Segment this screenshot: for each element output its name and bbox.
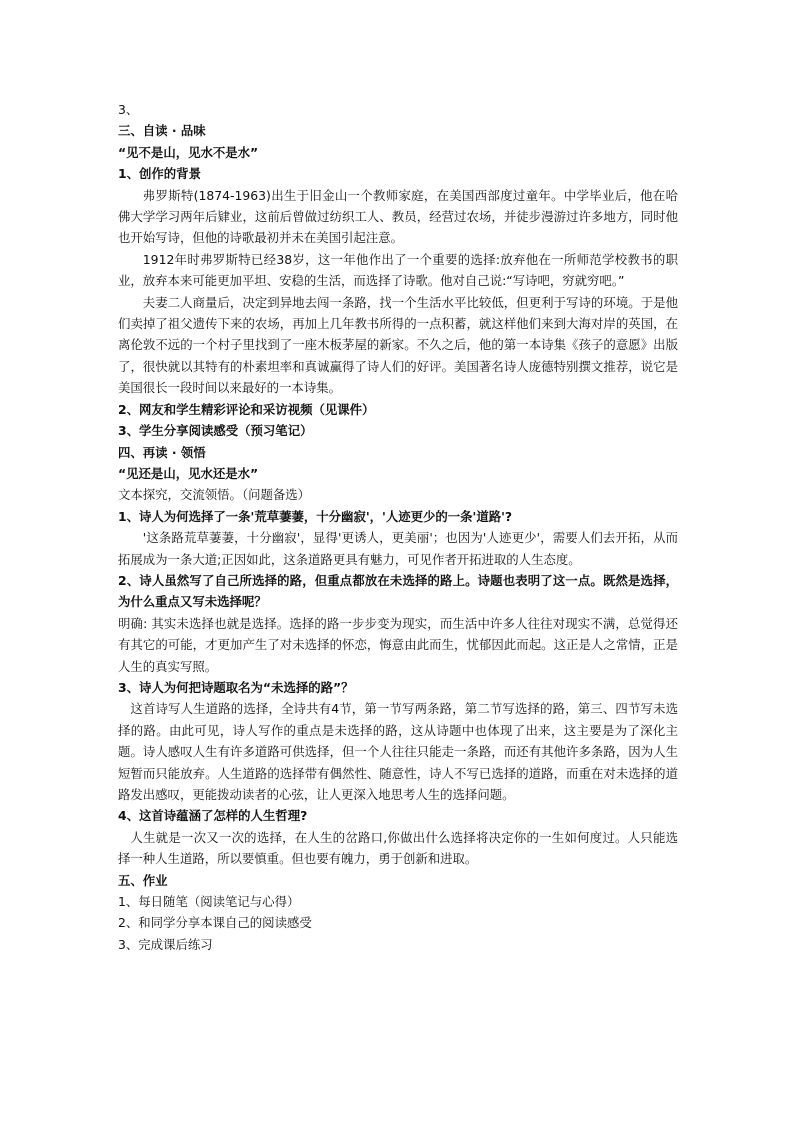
- question-2: 2、诗人虽然写了自己所选择的路，但重点都放在未选择的路上。诗题也表明了这一点。既然是选择，为什么重点又写未选择呢？: [118, 572, 678, 610]
- item-number: 3、: [118, 102, 139, 117]
- question-1: 1、诗人为何选择了一条'荒草萋萋，十分幽寂'，'人迹更少的一条'道路'?: [118, 508, 513, 524]
- answer-3: 这首诗写人生道路的选择，全诗共有4节，第一节写两条路，第二节写选择的路，第三、四节写未选择的路。由此可见，诗人写作的重点是未选择的路，这从诗题中也体现了出来，这主要是为了深化主题。诗人感叹人生有许多道路可供选择，但一个人往往只能走一条路，而还有其他许多条路，因为人生短暂而只能放弃。人生道路的选择带有偶然性、随意性，诗人不写已选择的道路，而重在对未选择的道路发出感叹，更能拨动读者的心弦，让人更深入地思考人生的选择问题。: [118, 701, 678, 802]
- section-heading-4: 四、再读 · 领悟: [118, 444, 206, 460]
- answer-4: 人生就是一次又一次的选择，在人生的岔路口,你做出什么选择将决定你的一生如何度过。人只能选择一种人生道路，所以要慎重。但也要有魄力，勇于创新和进取。: [118, 829, 678, 867]
- question-3: 3、诗人为何把诗题取名为“未选择的路”？: [118, 679, 354, 695]
- section-quote-3: “见不是山，见水不是水”: [118, 144, 259, 160]
- question-4: 4、这首诗蕴涵了怎样的人生哲理?: [118, 808, 308, 824]
- subheading-comments: 2、网友和学生精彩评论和采访视频（见课件）: [118, 401, 375, 417]
- answer-1: '这条路荒草萋萋，十分幽寂'，显得'更诱人，更美丽'；也因为'人迹更少'，需要人们去开拓，从而拓展成为一条大道;正因如此，这条道路更具有魅力，可见作者开拓进取的人生态度。: [118, 530, 678, 567]
- subheading-background: 1、创作的背景: [118, 166, 201, 182]
- document-page: [118, 99, 678, 955]
- answer-2: 明确: 其实未选择也就是选择。选择的路一步步变为现实，而生活中许多人往往对现实不满，总觉得还有其它的可能，才更加产生了对未选择的怀恋，悔意由此而生，忧郁因此而起。这正是人之常情，正是人生的真实写照。: [118, 615, 678, 674]
- subheading-sharing: 3、学生分享阅读感受（预习笔记）: [118, 423, 313, 439]
- homework-2: 2、和同学分享本课自己的阅读感受: [118, 915, 312, 931]
- background-paragraph-1: 弗罗斯特(1874-1963)出生于旧金山一个教师家庭，在美国西部度过童年。中学毕业后，他在哈佛大学学习两年后肄业，这前后曾做过纺织工人、教员，经营过农场，并徒步漫游过许多地方，同时他也开始写诗，但他的诗歌最初并未在美国引起注意。: [118, 187, 678, 246]
- section-heading-3: 三、自读 · 品味: [118, 123, 206, 139]
- section-note-4: 文本探究，交流领悟。（问题备选）: [118, 487, 311, 503]
- section-heading-5: 五、作业: [118, 872, 168, 888]
- background-paragraph-3: 夫妻二人商量后，决定到异地去闯一条路，找一个生活水平比较低，但更利于写诗的环境。于是他们卖掉了祖父遗传下来的农场，再加上几年教书所得的一点积蓄，就这样他们来到大海对岸的英国，在离伦敦不远的一个村子里找到了一座木板茅屋的新家。不久之后，他的第一本诗集《孩子的意愿》出版了，很快就以其特有的朴素坦率和真诚赢得了诗人们的好评。美国著名诗人庞德特别撰文推荐，说它是美国很长一段时间以来最好的一本诗集。: [118, 294, 678, 396]
- homework-3: 3、完成课后练习: [118, 936, 213, 952]
- homework-1: 1、每日随笔（阅读笔记与心得）: [118, 894, 300, 910]
- section-quote-4: “见还是山，见水还是水”: [118, 465, 259, 481]
- background-paragraph-2: 1912年时弗罗斯特已经38岁，这一年他作出了一个重要的选择:放弃他在一所师范学校教书的职业，放弃本来可能更加平坦、安稳的生活，而选择了诗歌。他对自己说:“写诗吧，穷就穷吧。”: [118, 251, 678, 289]
